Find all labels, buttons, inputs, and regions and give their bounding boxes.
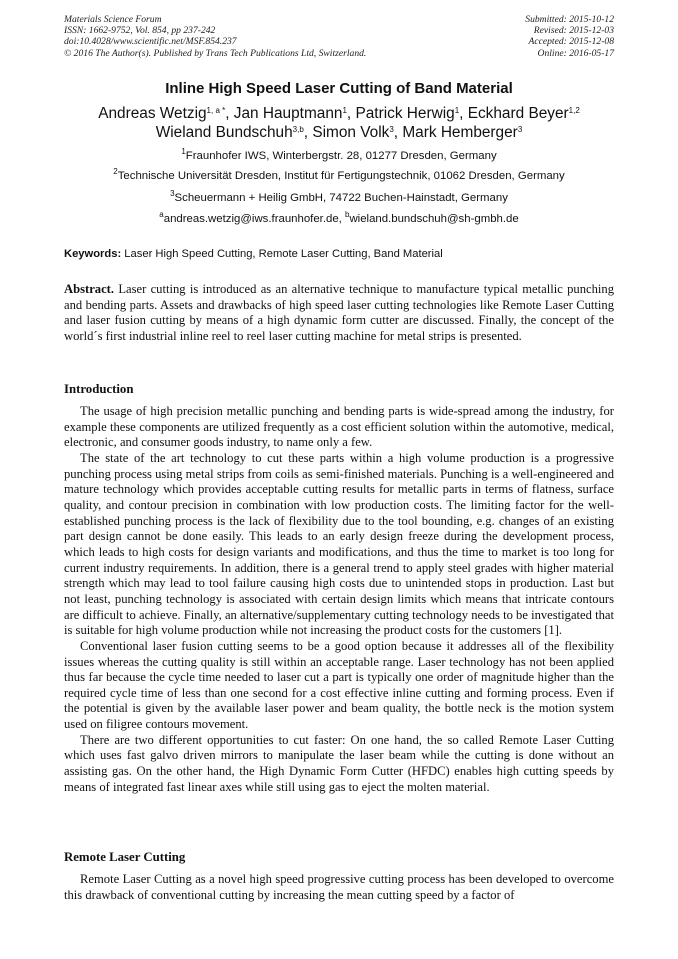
affiliation-mark: 3 — [170, 189, 175, 199]
author-affil-mark: 3,b — [292, 125, 304, 135]
abstract — [64, 282, 614, 345]
affiliation-2 — [0, 167, 678, 182]
paragraph: Conventional laser fusion cutting seems to be a good option because it addresses all of the flexibility issues whereas the cutting quality is still within an acceptable range. Laser technology has not been applied thus far because the cycle time needed to laser cut a part is typically one order of magnitude higher than the required cycle time of less than one second for a cost effective inline cutting and forming process. Even if the potential is given by the available laser power and beam quality, the bottle neck is the motion system used on filigree contours movement. — [64, 638, 614, 732]
copyright-line: © 2016 The Author(s). Published by Trans Tech Publications Ltd, Switzerland. — [64, 47, 367, 59]
journal-header — [64, 14, 366, 59]
journal-name: Materials Science Forum — [64, 14, 162, 25]
revised-date: Revised: 2015-12-03 — [533, 25, 614, 37]
author-name: Mark Hemberger — [402, 124, 518, 141]
author-name: Simon Volk — [312, 124, 390, 141]
abstract-text: Laser cutting is introduced as an alternative technique to manufacture typical metallic punching and bending parts. Assets and drawbacks of high speed laser cutting technologies like Remote Laser Cutting and laser fusion cutting by means of a high dynamic form cutter are discussed. Finally, the concept of the world´s first industrial inline reel to reel laser cutting machine for metal strips is presented. — [64, 282, 614, 343]
author-name: Jan Hauptmann — [233, 105, 343, 122]
author-line-2 — [0, 123, 678, 142]
author-list — [0, 104, 678, 142]
accepted-date: Accepted: 2015-12-08 — [528, 36, 614, 48]
author-affil-mark: 1 — [342, 106, 347, 116]
author-affil-mark: 3 — [389, 125, 394, 135]
abstract-paragraph — [64, 282, 614, 345]
author-name: Patrick Herwig — [355, 105, 455, 122]
paragraph: Remote Laser Cutting as a novel high speed progressive cutting process has been developed to overcome this drawback of conventional cutting by increasing the mean cutting speed by a factor of — [64, 872, 614, 902]
affiliation-1 — [0, 147, 678, 162]
author-affil-mark: 3 — [517, 125, 523, 135]
paragraph: The usage of high precision metallic punching and bending parts is wide-spread among the industry, for example these components are utilized frequently as a cost efficient solution within the automotive, medical, electronic, and consumer goods industry, to name only a few. — [64, 404, 614, 450]
keywords-label: Keywords: — [64, 248, 122, 260]
author-separator: , — [303, 124, 313, 141]
keywords-text: Laser High Speed Cutting, Remote Laser Cutting, Band Material — [121, 248, 443, 260]
remote-body — [64, 872, 614, 903]
dates-header — [525, 14, 614, 59]
introduction-body — [64, 404, 614, 795]
author-name: Wieland Bundschuh — [155, 124, 293, 141]
email-mark: b — [345, 210, 350, 220]
abstract-label: Abstract. — [64, 282, 115, 296]
affiliation-text: Fraunhofer IWS, Winterbergstr. 28, 01277 Dresden, Germany — [185, 150, 497, 162]
affiliation-text: Technische Universität Dresden, Institut für Fertigungstechnik, 01062 Dresden, Germany — [117, 170, 565, 182]
email-mark: a — [159, 210, 164, 220]
author-line-1 — [0, 104, 678, 123]
section-heading-introduction: Introduction — [64, 382, 134, 396]
paragraph: There are two different opportunities to cut faster: On one hand, the so called Remote Laser Cutting which uses fast galvo driven mirrors to manipulate the laser beam while the cutting is done without an assisting gas. On the other hand, the High Dynamic Form Cutter (HFDC) enables high cutting speeds by means of integrated fast linear axes while still using gas to eject the molten material. — [64, 732, 614, 794]
paragraph: The state of the art technology to cut these parts within a high volume production is a progressive punching process using metal strips from coils as semi-finished materials. Punching is a well-engineered and mature technology which provides acceptable cutting results for metallic parts in terms of flatness, surface quality, and contour precision in combination with low production costs. The limiting factor for the well-established punching process is the lack of flexibility due to the tool bounding, e.g. changes of an existing part design cannot be done easily. This leads to an early design freeze during the development process, which leads to high costs for design variants and modifications, and thus the time to market is too long for current industry requirements. In addition, there is a general trend to apply steel grades with higher material strength which may lead to tool failure causing high costs due to unintended stops in production. Last but not least, punching technology is associated with certain design limits which means that intricate contours are difficult to achieve. Finally, an alternative/supplementary cutting technology needs to be investigated that is suitable for high volume production while not increasing the product costs for the customers [1]. — [64, 450, 614, 638]
affiliation-3 — [0, 189, 678, 204]
affiliation-mark: 2 — [113, 167, 118, 177]
submitted-date: Submitted: 2015-10-12 — [525, 14, 614, 25]
author-affil-mark: 1, a * — [206, 106, 226, 116]
affiliation-mark: 1 — [181, 147, 186, 157]
section-heading-remote-laser-cutting: Remote Laser Cutting — [64, 850, 186, 864]
affiliation-text: Scheuermann + Heilig GmbH, 74722 Buchen-Hainstadt, Germany — [174, 192, 508, 204]
issn-line: ISSN: 1662-9752, Vol. 854, pp 237-242 — [64, 25, 216, 37]
author-separator: , — [459, 105, 468, 122]
online-date: Online: 2016-05-17 — [537, 47, 614, 59]
author-name: Andreas Wetzig — [98, 105, 207, 122]
author-affil-mark: 1,2 — [568, 106, 580, 116]
email-address: wieland.bundschuh@sh-gmbh.de — [349, 213, 519, 225]
keywords — [64, 248, 443, 260]
doi-line: doi:10.4028/www.scientific.net/MSF.854.237 — [64, 36, 237, 48]
paper-title: Inline High Speed Laser Cutting of Band Material — [165, 80, 513, 97]
email-address: andreas.wetzig@iws.fraunhofer.de, — [163, 213, 345, 225]
author-separator: , — [225, 105, 234, 122]
author-name: Eckhard Beyer — [467, 105, 569, 122]
email-line — [0, 210, 678, 225]
author-separator: , — [346, 105, 356, 122]
author-separator: , — [393, 124, 403, 141]
author-affil-mark: 1 — [454, 106, 460, 116]
